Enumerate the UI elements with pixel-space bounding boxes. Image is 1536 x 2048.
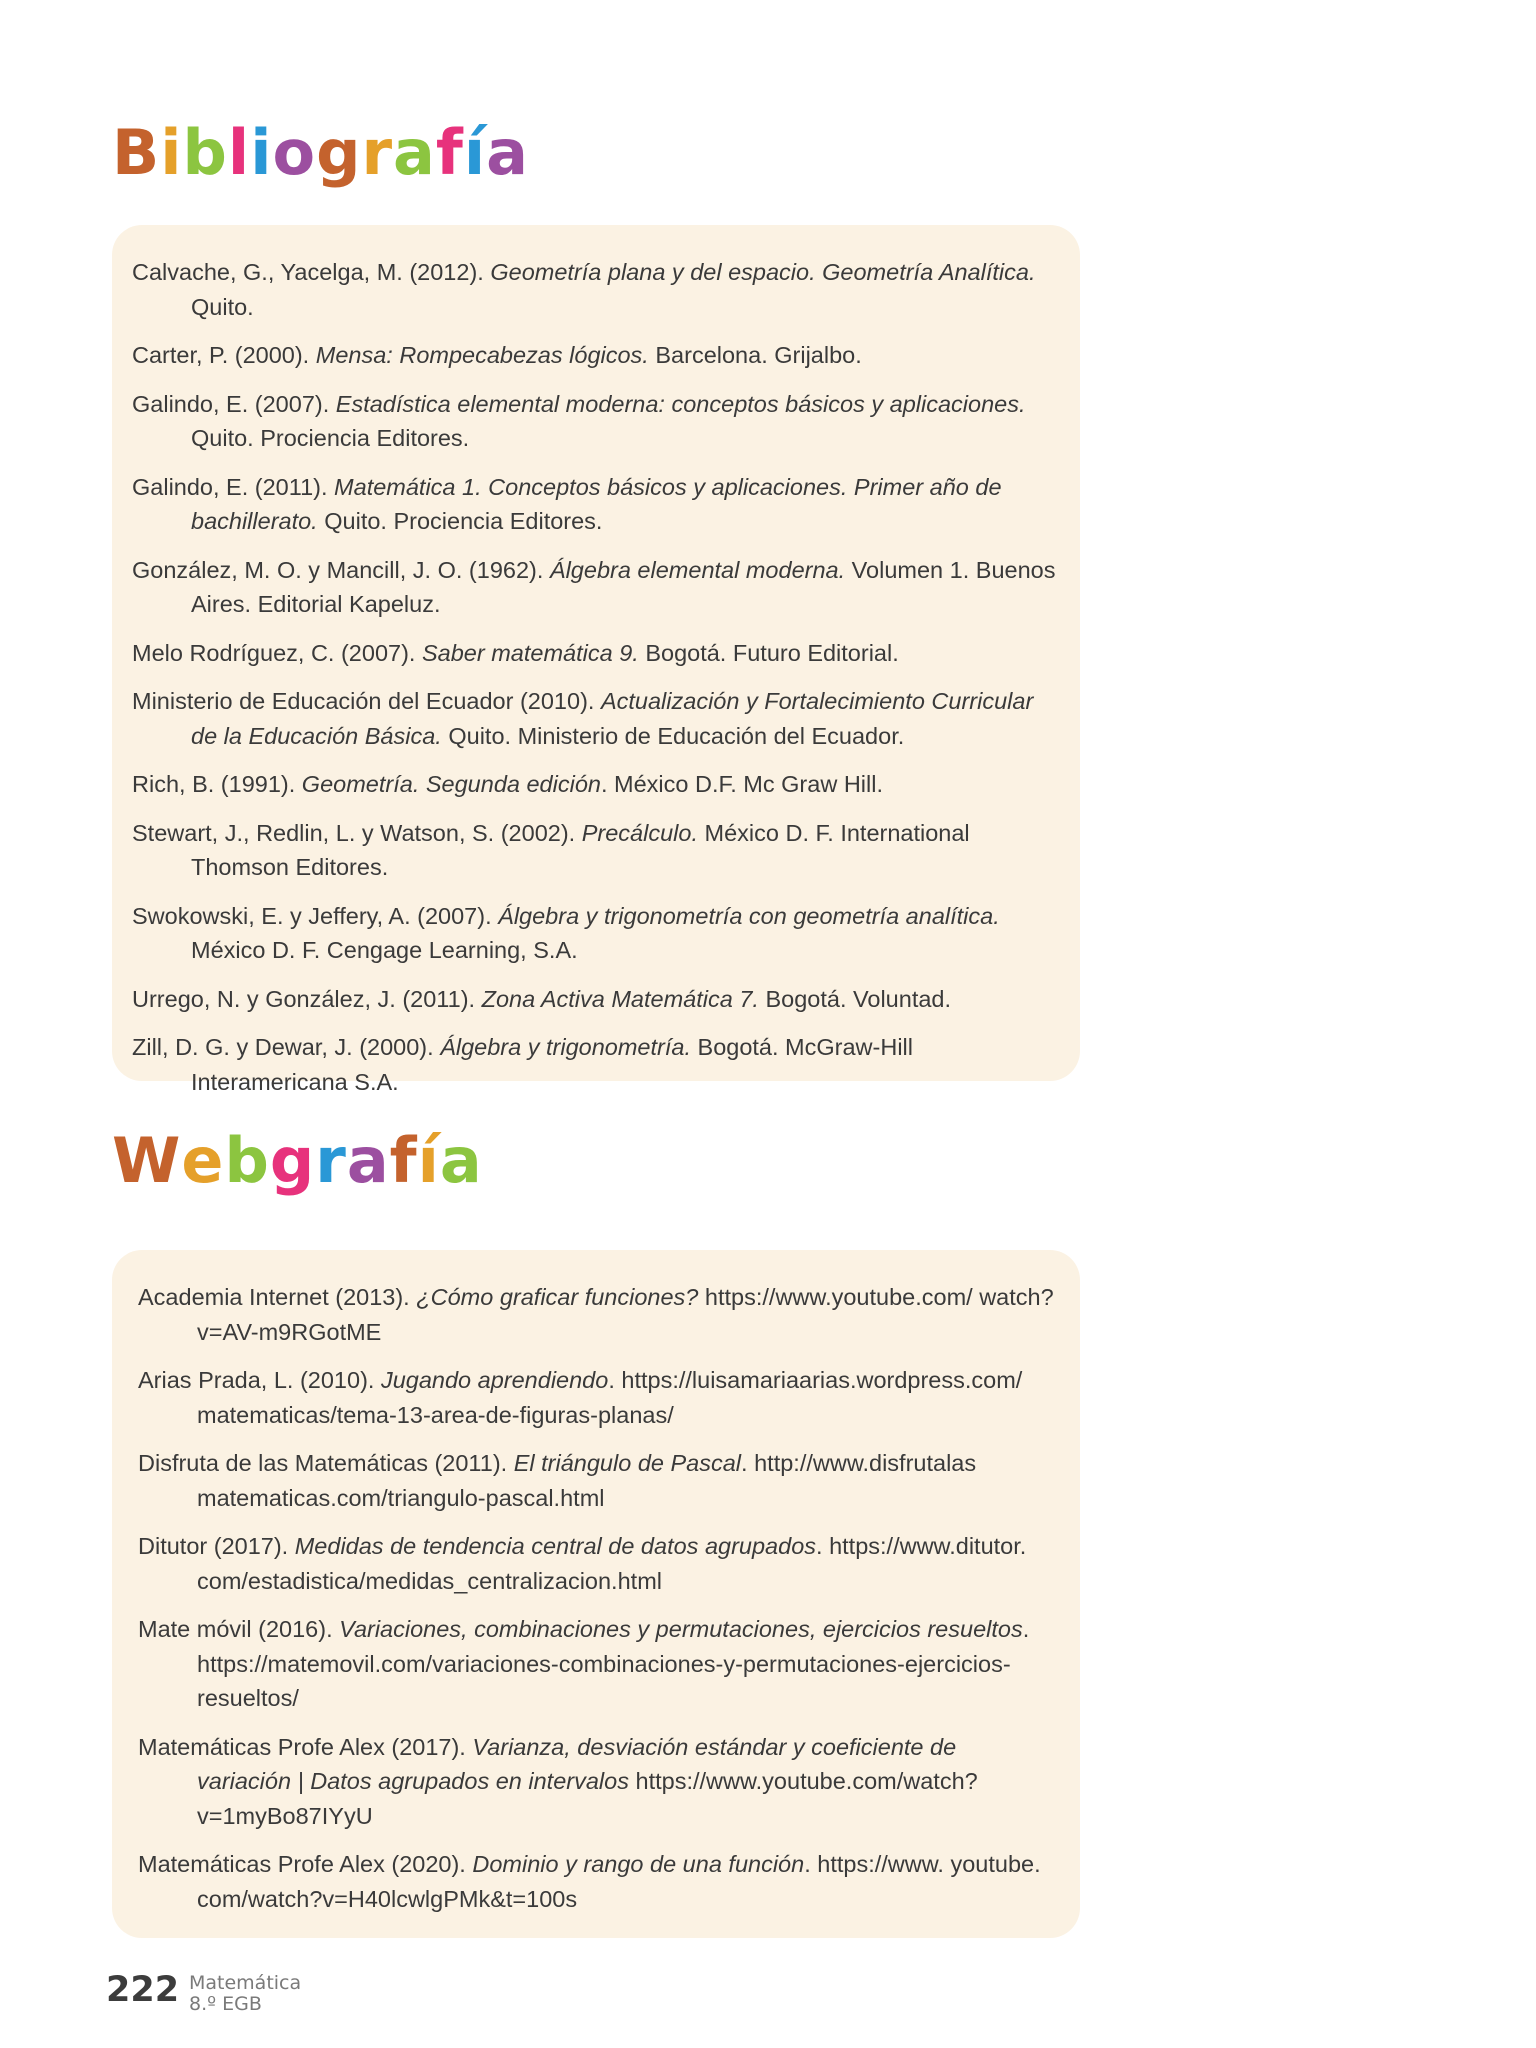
footer-grade: 8.º EGB xyxy=(189,1993,262,2015)
bibliografia-entry: Zill, D. G. y Dewar, J. (2000). Álgebra y trigonometría. Bogotá. McGraw-Hill Interamericana S.A. xyxy=(132,1034,913,1095)
webgrafia-entry: Disfruta de las Matemáticas (2011). El triángulo de Pascal. http://www.disfrutalas matematicas.com/triangulo-pascal.html xyxy=(138,1450,977,1511)
bibliografia-title: Bibliografía xyxy=(112,116,529,189)
bibliografia-entry: Ministerio de Educación del Ecuador (2010). Actualización y Fortalecimiento Curricular de la Educación Básica. Quito. Ministerio de Educación del Ecuador. xyxy=(132,688,1034,749)
webgrafia-title: Webgrafía xyxy=(112,1124,483,1197)
bibliografia-entry: González, M. O. y Mancill, J. O. (1962). Álgebra elemental moderna. Volumen 1. Buenos Aires. Editorial Kapeluz. xyxy=(132,556,1056,617)
webgrafia-entry: Ditutor (2017). Medidas de tendencia central de datos agrupados. https://www.ditutor. com/estadistica/medidas_centralizacion.html xyxy=(138,1533,1027,1594)
bibliografia-entry: Galindo, E. (2007). Estadística elemental moderna: conceptos básicos y aplicaciones. Quito. Prociencia Editores. xyxy=(132,390,1026,451)
webgrafia-list xyxy=(112,1250,1080,1938)
bibliografia-entry: Carter, P. (2000). Mensa: Rompecabezas lógicos. Barcelona. Grijalbo. xyxy=(132,342,862,368)
bibliografia-entry: Swokowski, E. y Jeffery, A. (2007). Álgebra y trigonometría con geometría analítica. México D. F. Cengage Learning, S.A. xyxy=(132,902,1000,963)
page-number: 222 xyxy=(106,1970,180,2010)
bibliografia-entry: Melo Rodríguez, C. (2007). Saber matemática 9. Bogotá. Futuro Editorial. xyxy=(132,639,899,666)
webgrafia-entry: Matemáticas Profe Alex (2017). Varianza, desviación estándar y coeficiente de variación | Datos agrupados en intervalos https://www.youtube.com/watch?v=1myBo87IYyU xyxy=(138,1733,978,1829)
webgrafia-entry: Matemáticas Profe Alex (2020). Dominio y rango de una función. https://www. youtube. com/watch?v=H40lcwlgPMk&t=100s xyxy=(138,1851,1041,1912)
bibliografia-entry: Rich, B. (1991). Geometría. Segunda edición. México D.F. Mc Graw Hill. xyxy=(132,771,883,797)
footer-subject: Matemática xyxy=(189,1972,302,1994)
bibliografia-list xyxy=(112,225,1080,1095)
webgrafia-entry: Academia Internet (2013). ¿Cómo graficar funciones? https://www.youtube.com/ watch?v=AV-m9RGotME xyxy=(138,1284,1054,1345)
webgrafia-entry: Mate móvil (2016). Variaciones, combinaciones y permutaciones, ejercicios resueltos. https://matemovil.com/variaciones-combinaciones-y-permutaciones-ejercicios-resueltos/ xyxy=(138,1616,1030,1711)
footer-label xyxy=(189,1973,301,2015)
bibliografia-entry: Stewart, J., Redlin, L. y Watson, S. (2002). Precálculo. México D. F. International Thomson Editores. xyxy=(132,819,970,880)
bibliografia-entry: Galindo, E. (2011). Matemática 1. Conceptos básicos y aplicaciones. Primer año de bachillerato. Quito. Prociencia Editores. xyxy=(132,473,1002,534)
bibliografia-entry: Calvache, G., Yacelga, M. (2012). Geometría plana y del espacio. Geometría Analítica. Quito. xyxy=(132,259,1036,320)
bibliografia-entry: Urrego, N. y González, J. (2011). Zona Activa Matemática 7. Bogotá. Voluntad. xyxy=(132,985,952,1012)
webgrafia-entry: Arias Prada, L. (2010). Jugando aprendiendo. https://luisamariaarias.wordpress.com/ matematicas/tema-13-area-de-figuras-planas/ xyxy=(138,1367,1023,1428)
